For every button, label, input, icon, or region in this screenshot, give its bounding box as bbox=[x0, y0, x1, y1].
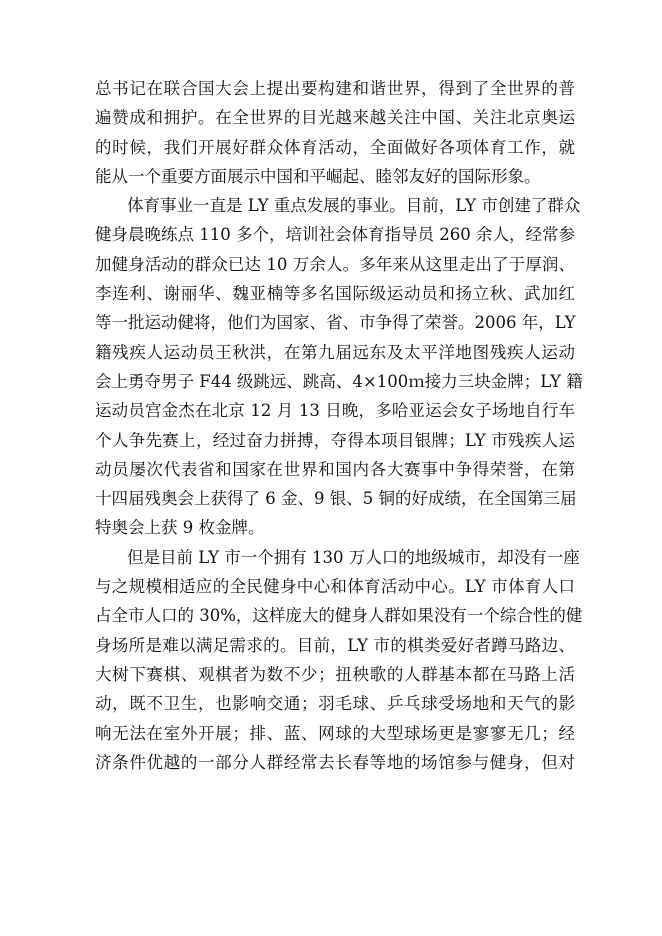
text-line: 身场所是难以满足需求的。目前，LY 市的棋类爱好者蹲马路边、 bbox=[95, 635, 575, 655]
text-line: 的时候，我们开展好群众体育活动，全面做好各项体育工作，就 bbox=[95, 137, 575, 157]
text-line: 大树下赛棋、观棋者为数不少；扭秧歌的人群基本都在马路上活 bbox=[95, 664, 575, 684]
text-line: 动员屡次代表省和国家在世界和国内各大赛事中争得荣誉，在第 bbox=[95, 459, 575, 479]
text-line: 响无法在室外开展；排、蓝、网球的大型球场更是寥寥无几；经 bbox=[95, 723, 575, 743]
text-line: 动，既不卫生，也影响交通；羽毛球、乒乓球受场地和天气的影 bbox=[95, 694, 575, 714]
text-line: 运动员宫金杰在北京 12 月 13 日晚，多哈亚运会女子场地自行车 bbox=[95, 401, 575, 421]
text-line: 体育事业一直是 LY 重点发展的事业。目前，LY 市创建了群众 bbox=[127, 196, 581, 216]
text-line: 济条件优越的一部分人群经常去长春等地的场馆参与健身，但对 bbox=[95, 752, 575, 772]
text-line: 等一批运动健将，他们为国家、省、市争得了荣誉。2006 年，LY bbox=[95, 313, 576, 333]
text-line: 李连利、谢丽华、魏亚楠等多名国际级运动员和扬立秋、武加红 bbox=[95, 284, 575, 304]
text-line: 但是目前 LY 市一个拥有 130 万人口的地级城市，却没有一座 bbox=[127, 547, 580, 567]
text-line: 与之规模相适应的全民健身中心和体育活动中心。LY 市体育人口 bbox=[95, 577, 575, 597]
text-line: 会上勇夺男子 F44 级跳远、跳高、4×100ｍ接力三块金牌；LY 籍 bbox=[95, 371, 583, 391]
text-line: 籍残疾人运动员王秋洪，在第九届远东及太平洋地图残疾人运动 bbox=[95, 342, 575, 362]
text-line: 总书记在联合国大会上提出要构建和谐世界，得到了全世界的普 bbox=[95, 79, 575, 98]
text-line: 健身晨晚练点 110 多个，培训社会体育指导员 260 余人，经常参 bbox=[95, 225, 575, 245]
text-line: 能从一个重要方面展示中国和平崛起、睦邻友好的国际形象。 bbox=[95, 166, 541, 186]
document-body bbox=[95, 74, 583, 777]
text-line: 特奥会上获 9 枚金牌。 bbox=[95, 518, 265, 538]
text-line: 加健身活动的群众已达 10 万余人。多年来从这里走出了于厚润、 bbox=[95, 254, 575, 274]
text-line: 个人争先赛上，经过奋力拼搏，夺得本项目银牌；LY 市残疾人运 bbox=[95, 430, 575, 450]
text-line: 遍赞成和拥护。在全世界的目光越来越关注中国、关注北京奥运 bbox=[95, 108, 575, 128]
text-line: 十四届残奥会上获得了 6 金、9 银、5 铜的好成绩，在全国第三届 bbox=[95, 489, 577, 509]
text-line: 占全市人口的 30%，这样庞大的健身人群如果没有一个综合性的健 bbox=[95, 606, 583, 626]
